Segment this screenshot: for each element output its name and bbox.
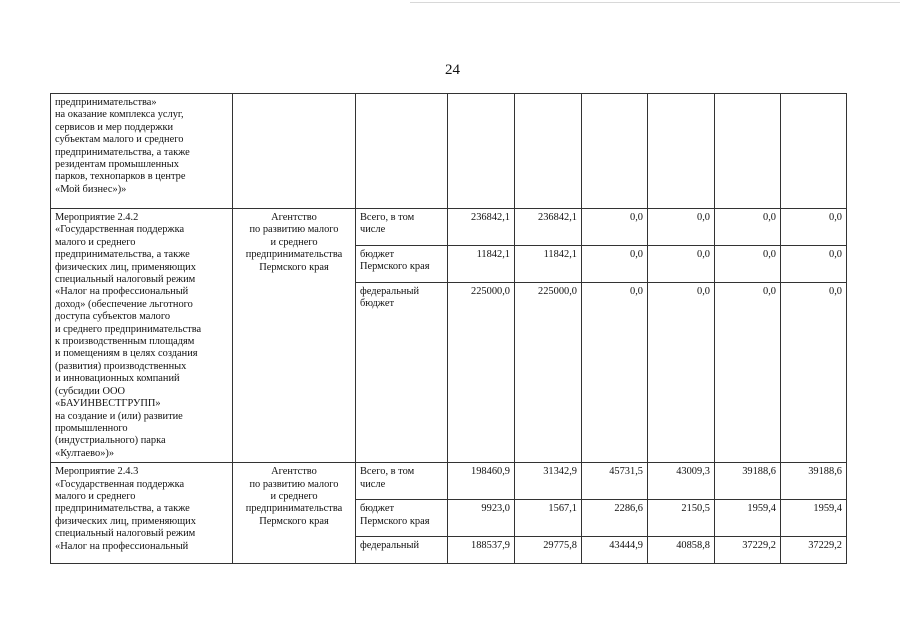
value-cell: 0,0	[582, 246, 648, 283]
value-cell: 236842,1	[448, 209, 515, 246]
value-cell: 43009,3	[648, 463, 715, 500]
value-cell: 29775,8	[515, 537, 582, 564]
value-cell: 11842,1	[515, 246, 582, 283]
value-cell: 9923,0	[448, 500, 515, 537]
value-cell: 31342,9	[515, 463, 582, 500]
funding-source-cell: Всего, в том числе	[356, 463, 448, 500]
source-cell	[356, 94, 448, 209]
event-description-cell: Мероприятие 2.4.2 «Государственная поддержка малого и среднего предпринимательства, а также физических лиц, применяющих специальный налоговый режим «Налог на профессиональный доход» (обеспечение льготного доступа субъектов малого и среднего предпринимательства к производственным площадям и помещениям в целях создания (развития) производственных и инновационных компаний (субсидии ООО «БАУИНВЕСТГРУПП» на создание и (или) развитие промышленного (индустриального) парка «Култаево»)»	[51, 209, 233, 463]
value-cell: 1567,1	[515, 500, 582, 537]
value-cell: 2150,5	[648, 500, 715, 537]
value-cell: 188537,9	[448, 537, 515, 564]
agency-cell: Агентство по развитию малого и среднего предпринимательства Пермского края	[233, 209, 356, 463]
agency-cell	[233, 94, 356, 209]
value-cell: 0,0	[648, 283, 715, 463]
value-cell	[448, 94, 515, 209]
top-edge-line	[410, 2, 900, 3]
value-cell	[648, 94, 715, 209]
value-cell: 1959,4	[781, 500, 847, 537]
value-cell: 225000,0	[515, 283, 582, 463]
value-cell: 39188,6	[781, 463, 847, 500]
page-number: 24	[445, 62, 460, 78]
value-cell: 198460,9	[448, 463, 515, 500]
table-row	[51, 209, 847, 246]
value-cell: 37229,2	[715, 537, 781, 564]
value-cell: 0,0	[715, 209, 781, 246]
value-cell: 0,0	[582, 209, 648, 246]
value-cell: 0,0	[715, 283, 781, 463]
funding-source-cell: федеральный бюджет	[356, 283, 448, 463]
funding-source-cell: бюджет Пермского края	[356, 500, 448, 537]
value-cell: 37229,2	[781, 537, 847, 564]
program-table	[50, 93, 847, 564]
value-cell	[515, 94, 582, 209]
event-description-cell: Мероприятие 2.4.3 «Государственная поддержка малого и среднего предпринимательства, а также физических лиц, применяющих специальный налоговый режим «Налог на профессиональный	[51, 463, 233, 564]
agency-cell: Агентство по развитию малого и среднего предпринимательства Пермского края	[233, 463, 356, 564]
value-cell: 43444,9	[582, 537, 648, 564]
value-cell: 1959,4	[715, 500, 781, 537]
value-cell: 2286,6	[582, 500, 648, 537]
value-cell: 0,0	[781, 209, 847, 246]
value-cell	[781, 94, 847, 209]
funding-source-cell: бюджет Пермского края	[356, 246, 448, 283]
value-cell: 40858,8	[648, 537, 715, 564]
value-cell: 39188,6	[715, 463, 781, 500]
value-cell: 0,0	[648, 246, 715, 283]
event-description-cell: предпринимательства» на оказание комплекса услуг, сервисов и мер поддержки субъектам малого и среднего предпринимательства, а также резидентам промышленных парков, технопарков в центре «Мой бизнес»)»	[51, 94, 233, 209]
value-cell: 0,0	[715, 246, 781, 283]
value-cell: 225000,0	[448, 283, 515, 463]
value-cell: 0,0	[648, 209, 715, 246]
value-cell: 0,0	[582, 283, 648, 463]
table-row	[51, 463, 847, 500]
funding-source-cell: федеральный	[356, 537, 448, 564]
value-cell	[715, 94, 781, 209]
value-cell: 236842,1	[515, 209, 582, 246]
value-cell: 45731,5	[582, 463, 648, 500]
funding-source-cell: Всего, в том числе	[356, 209, 448, 246]
table-row	[51, 94, 847, 209]
value-cell: 0,0	[781, 283, 847, 463]
value-cell: 11842,1	[448, 246, 515, 283]
value-cell: 0,0	[781, 246, 847, 283]
value-cell	[582, 94, 648, 209]
